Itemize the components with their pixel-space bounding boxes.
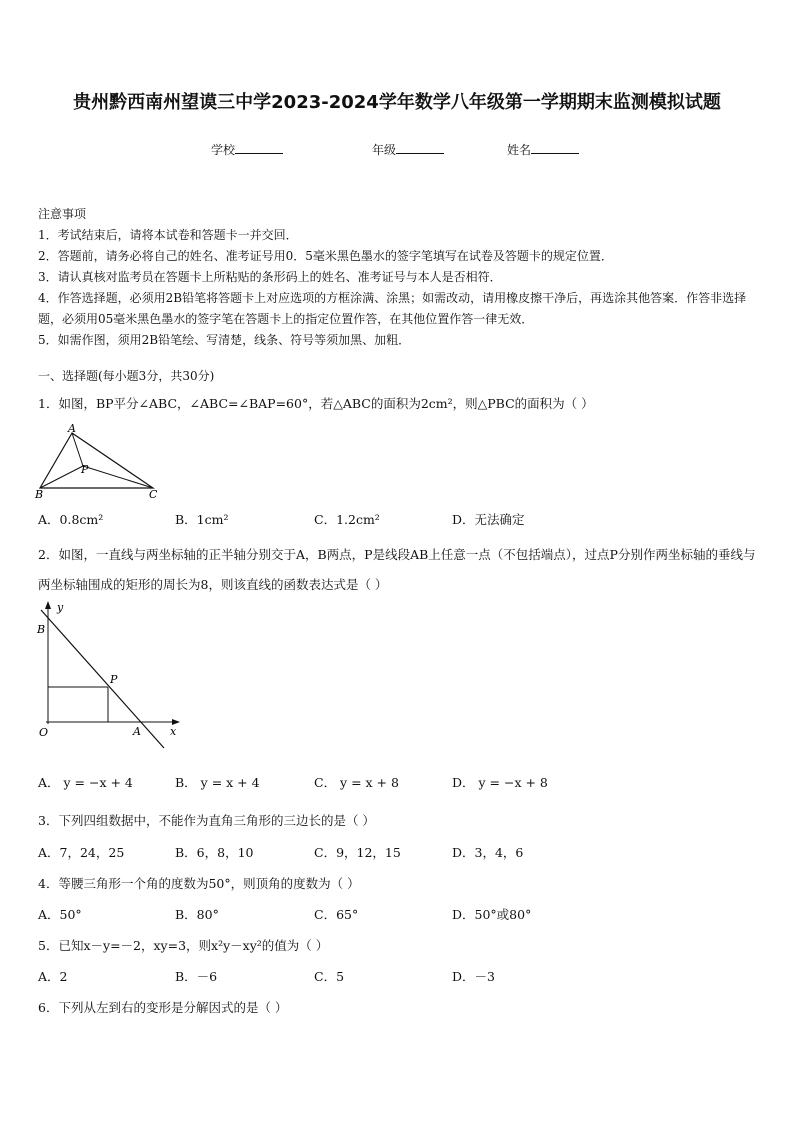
option-c: C．5 (314, 969, 345, 984)
option-d: D．3，4，6 (452, 845, 524, 860)
option-a: A．7，24，25 (38, 845, 125, 860)
label-c: C (149, 488, 158, 500)
section-heading: 一、选择题(每小题3分，共30分) (38, 369, 215, 383)
option-d: D．－3 (452, 969, 495, 984)
label-a: A (68, 422, 76, 435)
segment-pc (83, 466, 153, 488)
exam-notes (38, 204, 758, 351)
school-blank (235, 141, 283, 154)
option-b: B．6，8，10 (175, 845, 254, 860)
question-1-text: 1．如图，BP平分∠ABC，∠ABC=∠BAP=60°，若△ABC的面积为2cm²，则△PBC的面积为（ ） (38, 396, 594, 411)
option-b: B．－6 (175, 969, 218, 984)
question-2-figure (32, 598, 192, 750)
label-b: B (37, 623, 46, 636)
option-c: C．65° (314, 907, 359, 922)
question-3-text: 3．下列四组数据中，不能作为直角三角形的三边长的是（ ） (38, 813, 375, 828)
name-blank (531, 141, 579, 154)
option-b: B．80° (175, 907, 219, 922)
page-title: 贵州黔西南州望谟三中学2023-2024学年数学八年级第一学期期末监测模拟试题 (73, 92, 721, 113)
option-a: A．2 (38, 969, 68, 984)
notes-heading: 注意事项 (38, 207, 87, 221)
school-label: 学校 (211, 143, 236, 157)
note-item: 5．如需作图，须用2B铅笔绘、写清楚，线条、符号等须加黑、加粗． (38, 333, 411, 347)
question-2-text: 2．如图，一直线与两坐标轴的正半轴分别交于A，B两点，P是线段AB上任意一点（不包括端点），过点P分别作两坐标轴的垂线与两坐标轴围成的矩形的周长为8，则该直线的函数表达式是（ ） (38, 547, 756, 592)
label-x: x (170, 725, 177, 738)
line-ab (41, 610, 164, 748)
option-c: C． y = x + 8 (314, 775, 399, 790)
note-item: 4．作答选择题，必须用2B铅笔将答题卡上对应选项的方框涂满、涂黑；如需改动，请用橡皮擦干净后，再选涂其他答案．作答非选择题，必须用05毫米黑色墨水的签字笔在答题卡上的指定位置作答，在其他位置作答一律无效． (38, 291, 747, 326)
note-item: 2．答题前，请务必将自己的姓名、准考证号用0．5毫米黑色墨水的签字笔填写在试卷及答题卡的规定位置． (38, 249, 613, 263)
option-b: B． y = x + 4 (175, 775, 260, 790)
option-c: C．1.2cm² (314, 512, 380, 527)
question-6-text: 6．下列从左到右的变形是分解因式的是（ ） (38, 1000, 288, 1015)
question-3-options (38, 843, 758, 863)
student-info-row (0, 141, 794, 159)
option-d: D． y = −x + 8 (452, 775, 548, 790)
label-y: y (57, 601, 64, 614)
question-1-figure (32, 420, 168, 500)
grade-blank (396, 141, 444, 154)
question-1-options (38, 510, 758, 530)
grade-field (372, 141, 444, 158)
option-a: A．0.8cm² (38, 512, 104, 527)
question-5-text: 5．已知x－y=－2，xy=3，则x²y－xy²的值为（ ） (38, 938, 329, 953)
option-a: A．50° (38, 907, 82, 922)
label-p: P (110, 673, 118, 686)
question-4-text: 4．等腰三角形一个角的度数为50°，则顶角的度数为（ ） (38, 876, 360, 891)
y-axis-arrow (45, 601, 51, 609)
label-a: A (133, 725, 141, 738)
note-item: 3．请认真核对监考员在答题卡上所粘贴的条形码上的姓名、准考证号与本人是否相符． (38, 270, 502, 284)
name-field (507, 141, 579, 158)
label-b: B (35, 488, 44, 500)
name-label: 姓名 (507, 143, 532, 157)
note-item: 1．考试结束后，请将本试卷和答题卡一并交回． (38, 228, 298, 242)
question-2-options (38, 773, 758, 793)
school-field (211, 141, 283, 158)
label-o: O (39, 726, 49, 739)
option-b: B．1cm² (175, 512, 229, 527)
option-d: D．无法确定 (452, 512, 525, 527)
segment-ap (72, 433, 83, 466)
grade-label: 年级 (372, 143, 397, 157)
option-d: D．50°或80° (452, 907, 532, 922)
option-c: C．9，12，15 (314, 845, 401, 860)
option-a: A． y = −x + 4 (38, 775, 133, 790)
question-5-options (38, 967, 758, 987)
question-4-options (38, 905, 758, 925)
label-p: P (81, 463, 89, 476)
